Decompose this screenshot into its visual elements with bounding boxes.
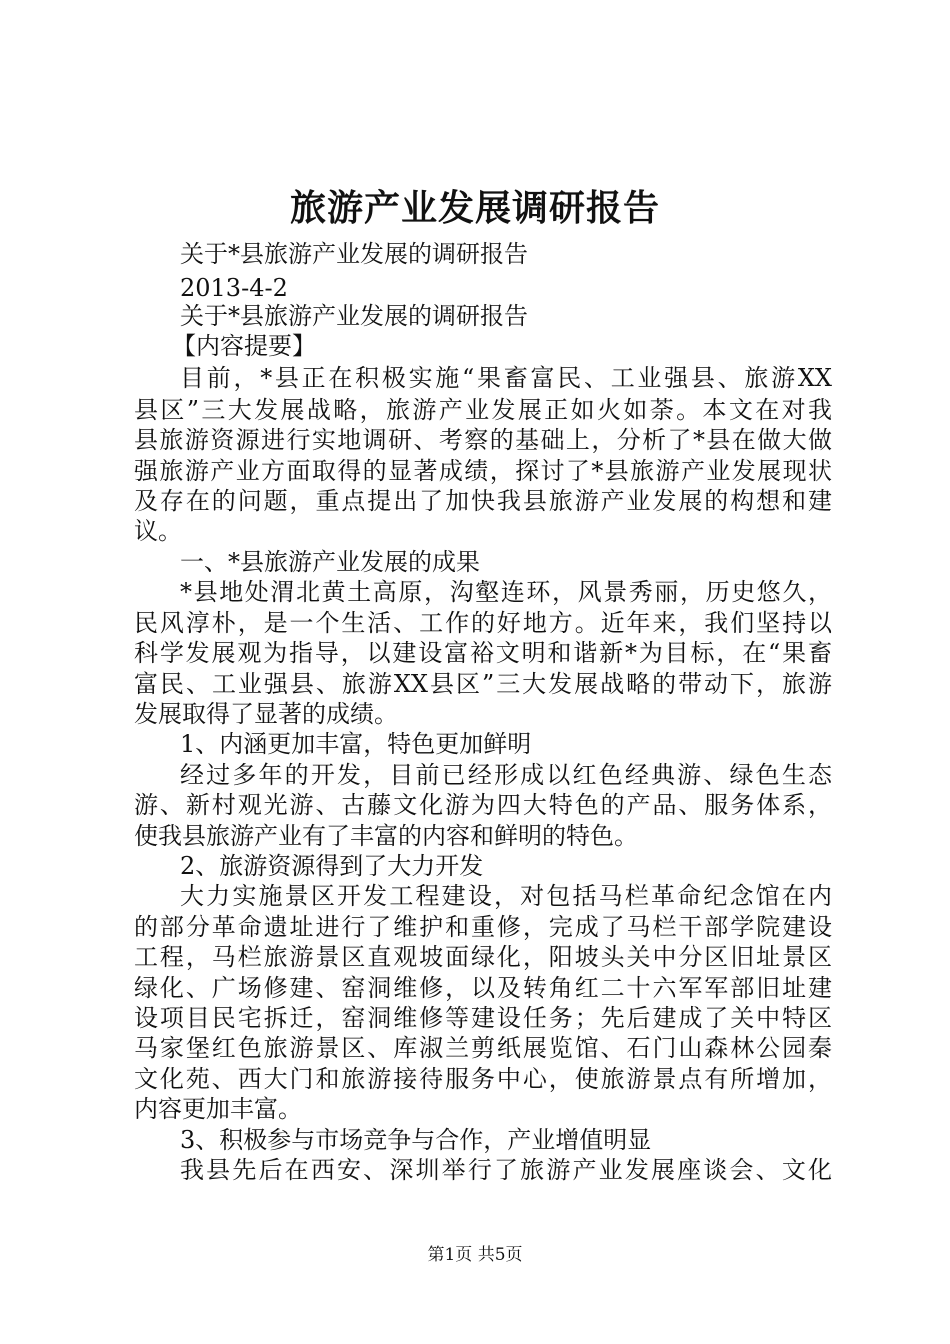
paragraph-line: 科学发展观为指导，以建设富裕文明和谐新*为目标，在“果畜 <box>134 639 832 667</box>
paragraph-line: 民风淳朴，是一个生活、工作的好地方。近年来，我们坚持以 <box>134 609 832 637</box>
paragraph-line: 发展取得了显著的成绩。 <box>134 700 398 728</box>
paragraph-line: 使我县旅游产业有了丰富的内容和鲜明的特色。 <box>134 822 638 850</box>
subsection-heading: 3、积极参与市场竞争与合作，产业增值明显 <box>180 1126 652 1154</box>
paragraph-line: 设项目民宅拆迁，窑洞维修等建设任务；先后建成了关中特区 <box>134 1004 832 1032</box>
paragraph-line: 及存在的问题，重点提出了加快我县旅游产业发展的构想和建 <box>134 487 832 515</box>
subsection-heading: 1、内涵更加丰富，特色更加鲜明 <box>180 730 532 758</box>
paragraph-line: 的部分革命遗址进行了维护和重修，完成了马栏干部学院建设 <box>134 913 832 941</box>
page-title: 旅游产业发展调研报告 <box>289 187 660 229</box>
paragraph-line: 县区”三大发展战略，旅游产业发展正如火如荼。本文在对我 <box>134 396 832 424</box>
subtitle-line-repeat: 关于*县旅游产业发展的调研报告 <box>180 302 528 330</box>
paragraph-line: 强旅游产业方面取得的显著成绩，探讨了*县旅游产业发展现状 <box>134 457 832 485</box>
paragraph-line: 工程，马栏旅游景区直观坡面绿化，阳坡头关中分区旧址景区 <box>134 943 832 971</box>
section-heading: 一、*县旅游产业发展的成果 <box>180 548 480 576</box>
paragraph-line: 富民、工业强县、旅游XX县区”三大发展战略的带动下，旅游 <box>134 670 832 698</box>
paragraph-line: *县地处渭北黄土高原，沟壑连环，风景秀丽，历史悠久， <box>180 578 832 606</box>
page-footer: 第1页 共5页 <box>427 1245 523 1265</box>
paragraph-line: 议。 <box>134 517 182 545</box>
paragraph-line: 文化苑、西大门和旅游接待服务中心，使旅游景点有所增加， <box>134 1065 832 1093</box>
paragraph-line: 我县先后在西安、深圳举行了旅游产业发展座谈会、文化 <box>180 1156 832 1184</box>
subtitle-line: 关于*县旅游产业发展的调研报告 <box>180 240 528 268</box>
subsection-heading: 2、旅游资源得到了大力开发 <box>180 852 484 880</box>
paragraph-line: 县旅游资源进行实地调研、考察的基础上，分析了*县在做大做 <box>134 426 832 454</box>
paragraph-line: 目前，*县正在积极实施“果畜富民、工业强县、旅游XX <box>180 364 832 392</box>
paragraph-line: 内容更加丰富。 <box>134 1095 302 1123</box>
paragraph-line: 大力实施景区开发工程建设，对包括马栏革命纪念馆在内 <box>180 882 832 910</box>
paragraph-line: 游、新村观光游、古藤文化游为四大特色的产品、服务体系， <box>134 791 832 819</box>
paragraph-line: 经过多年的开发，目前已经形成以红色经典游、绿色生态 <box>180 761 832 789</box>
paragraph-line: 绿化、广场修建、窑洞维修，以及转角红二十六军军部旧址建 <box>134 974 832 1002</box>
paragraph-line: 马家堡红色旅游景区、库淑兰剪纸展览馆、石门山森林公园秦 <box>134 1034 832 1062</box>
date-line: 2013-4-2 <box>180 274 288 302</box>
abstract-heading: 【内容提要】 <box>172 332 316 360</box>
